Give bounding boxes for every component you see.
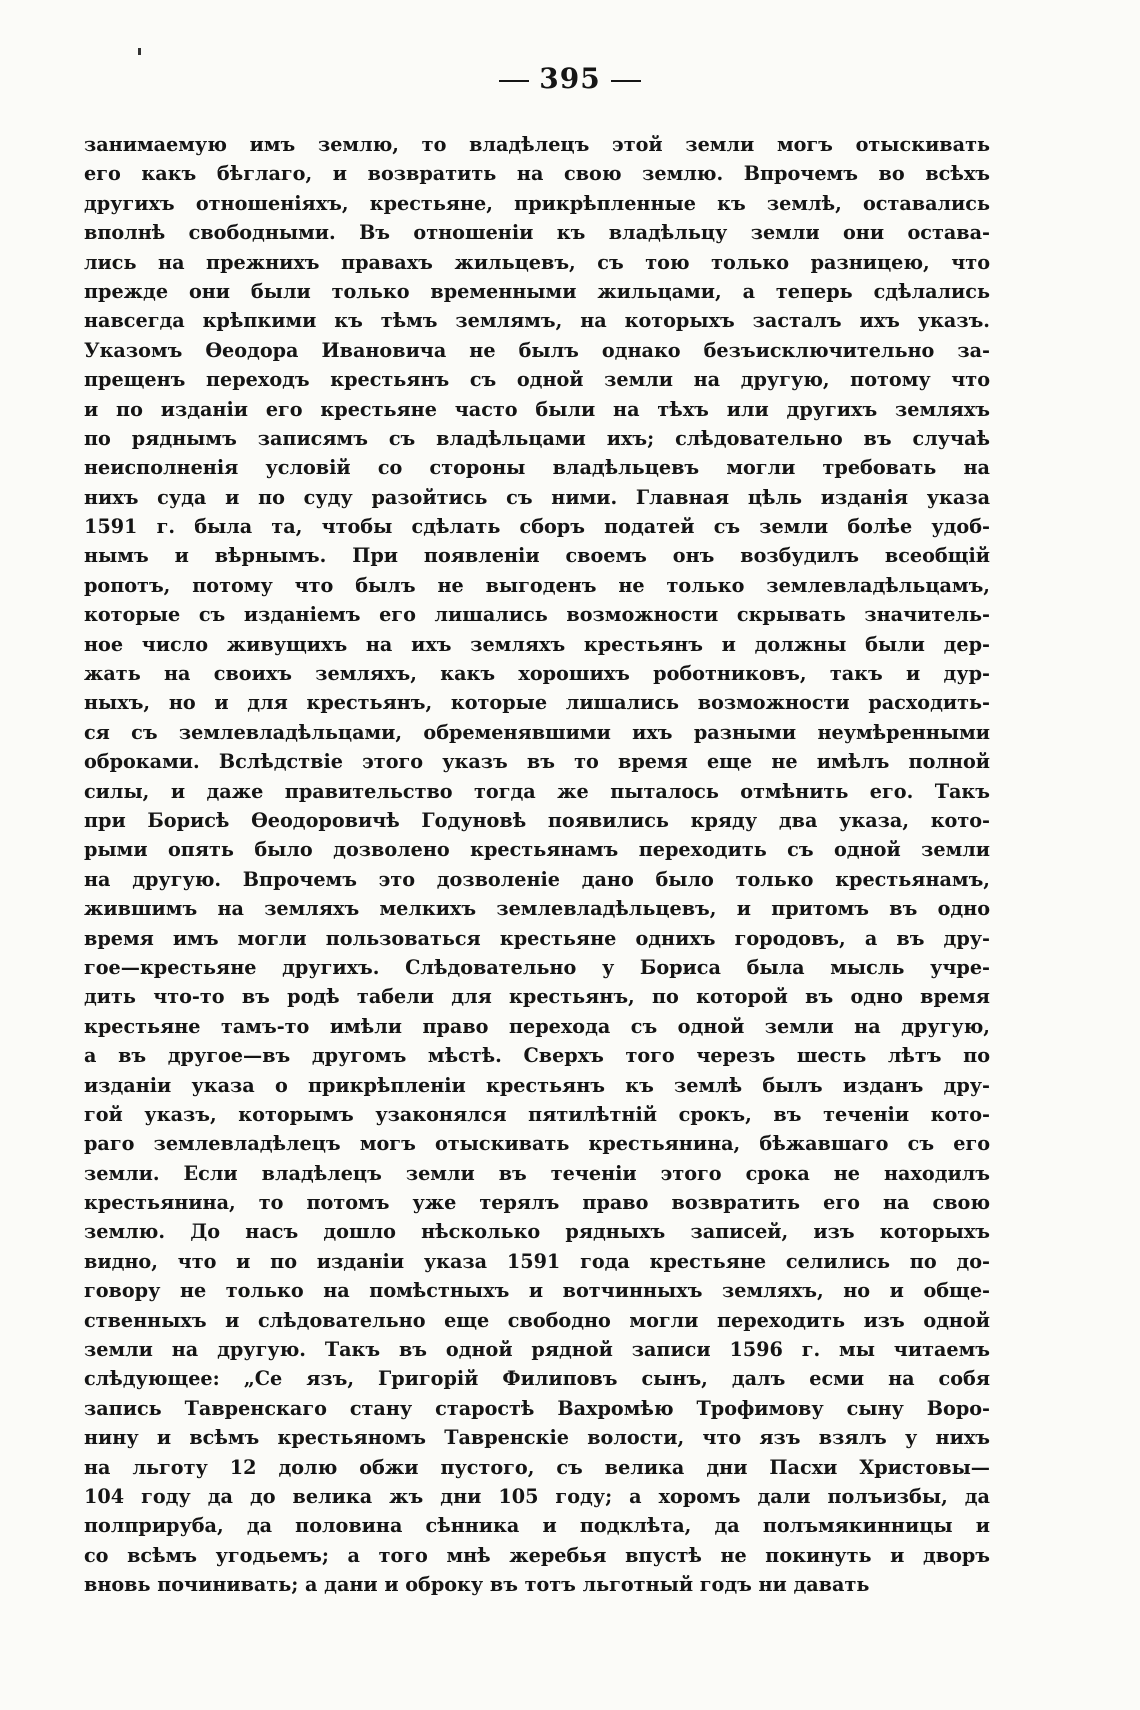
text-line: а въ другое—въ другомъ мѣстѣ. Сверхъ того черезъ шесть лѣтъ по — [84, 1044, 990, 1068]
text-line: другихъ отношеніяхъ, крестьяне, прикрѣпленные къ землѣ, оставались — [84, 191, 990, 215]
text-line: видно, что и по изданіи указа 1591 года крестьяне селились по до- — [84, 1249, 990, 1273]
text-line: гой указъ, которымъ узаконялся пятилѣтній срокъ, въ теченіи кото- — [84, 1102, 990, 1126]
text-line: гое—крестьяне другихъ. Слѣдовательно у Бориса была мысль учре- — [84, 955, 990, 979]
header-dash-right — [611, 80, 641, 82]
text-line: на другую. Впрочемъ это дозволеніе дано было только крестьянамъ, — [84, 867, 990, 891]
text-line: нину и всѣмъ крестьяномъ Тавренскіе волости, что язъ взялъ у нихъ — [84, 1426, 990, 1450]
text-line: и по изданіи его крестьяне часто были на тѣхъ или другихъ земляхъ — [84, 397, 990, 421]
text-line: полприруба, да половина сѣнника и подклѣта, да полъмякинницы и — [84, 1514, 990, 1538]
text-line: рыми опять было дозволено крестьянамъ переходить съ одной земли — [84, 838, 990, 862]
text-line: 1591 г. была та, чтобы сдѣлать сборъ податей съ земли болѣе удоб- — [84, 515, 990, 539]
page-header — [0, 62, 1140, 95]
text-line: ропотъ, потому что былъ не выгоденъ не только землевладѣльцамъ, — [84, 573, 990, 597]
body-text — [84, 130, 990, 1600]
stray-mark — [138, 48, 141, 55]
text-line: слѣдующее: „Се язъ, Григорій Филиповъ сынъ, далъ есми на собя — [84, 1367, 990, 1391]
text-line: нихъ суда и по суду разойтись съ ними. Главная цѣль изданія указа — [84, 485, 990, 509]
text-line: землю. До насъ дошло нѣсколько рядныхъ записей, изъ которыхъ — [84, 1220, 990, 1244]
text-line: крестьяне тамъ-то имѣли право перехода съ одной земли на другую, — [84, 1014, 990, 1038]
text-line: дить что-то въ родѣ табели для крестьянъ, по которой въ одно время — [84, 985, 990, 1009]
text-line: крестьянина, то потомъ уже терялъ право возвратить его на свою — [84, 1191, 990, 1215]
text-line: ся съ землевладѣльцами, обременявшими ихъ разными неумѣренными — [84, 720, 990, 744]
text-line: жать на своихъ земляхъ, какъ хорошихъ роботниковъ, такъ и дур- — [84, 662, 990, 686]
text-line: при Борисѣ Ѳеодоровичѣ Годуновѣ появились кряду два указа, кото- — [84, 808, 990, 832]
text-line: земли. Если владѣлецъ земли въ теченіи этого срока не находилъ — [84, 1161, 990, 1185]
text-line: 104 году да до велика жъ дни 105 году; а хоромъ дали полъизбы, да — [84, 1484, 990, 1508]
text-line: навсегда крѣпкими къ тѣмъ землямъ, на которыхъ засталъ ихъ указъ. — [84, 309, 990, 333]
text-line: изданіи указа о прикрѣпленіи крестьянъ къ землѣ былъ изданъ дру- — [84, 1073, 990, 1097]
text-line: Указомъ Ѳеодора Ивановича не былъ однако безъисключительно за- — [84, 338, 990, 362]
text-line: прежде они были только временными жильцами, а теперь сдѣлались — [84, 279, 990, 303]
text-line: жившимъ на земляхъ мелкихъ землевладѣльцевъ, и притомъ въ одно — [84, 897, 990, 921]
text-line: земли на другую. Такъ въ одной рядной записи 1596 г. мы читаемъ — [84, 1338, 990, 1362]
text-line: ныхъ, но и для крестьянъ, которые лишались возможности расходить- — [84, 691, 990, 715]
header-dash-left — [499, 80, 529, 82]
text-line: силы, и даже правительство тогда же пыталось отмѣнить его. Такъ — [84, 779, 990, 803]
text-line: говору не только на помѣстныхъ и вотчинныхъ земляхъ, но и обще- — [84, 1279, 990, 1303]
text-line: время имъ могли пользоваться крестьяне однихъ городовъ, а въ дру- — [84, 926, 990, 950]
text-line: занимаемую имъ землю, то владѣлецъ этой земли могъ отыскивать — [84, 133, 990, 156]
text-line: вполнѣ свободными. Въ отношеніи къ владѣльцу земли они остава- — [84, 221, 990, 245]
text-line: ное число живущихъ на ихъ земляхъ крестьянъ и должны были дер- — [84, 632, 990, 656]
text-line: со всѣмъ угодьемъ; а того мнѣ жеребья впустѣ не покинуть и дворъ — [84, 1543, 990, 1567]
text-line: которые съ изданіемъ его лишались возможности скрывать значитель- — [84, 603, 990, 627]
text-line: раго землевладѣлецъ могъ отыскивать крестьянина, бѣжавшаго съ его — [84, 1132, 990, 1156]
text-line: на льготу 12 долю обжи пустого, съ велика дни Пасхи Христовы— — [84, 1455, 990, 1479]
text-line: оброками. Вслѣдствіе этого указъ въ то время еще не имѣлъ полной — [84, 750, 990, 774]
text-line: запись Тавренскаго стану старостѣ Вахромѣю Трофимову сыну Воро- — [84, 1396, 990, 1420]
text-line: его какъ бѣглаго, и возвратить на свою землю. Впрочемъ во всѣхъ — [84, 162, 990, 186]
text-line: прещенъ переходъ крестьянъ съ одной земли на другую, потому что — [84, 368, 990, 392]
text-line: нымъ и вѣрнымъ. При появленіи своемъ онъ возбудилъ всеобщій — [84, 544, 990, 568]
text-line: ственныхъ и слѣдовательно еще свободно могли переходить изъ одной — [84, 1308, 990, 1332]
text-line: по ряднымъ записямъ съ владѣльцами ихъ; слѣдовательно въ случаѣ — [84, 426, 990, 450]
text-line: вновь починивать; а дани и оброку въ тотъ льготный годъ ни давать — [84, 1573, 870, 1597]
page-number: 395 — [539, 62, 601, 95]
text-line: лись на прежнихъ правахъ жильцевъ, съ тою только разницею, что — [84, 250, 990, 274]
text-line: неисполненія условій со стороны владѣльцевъ могли требовать на — [84, 456, 990, 480]
